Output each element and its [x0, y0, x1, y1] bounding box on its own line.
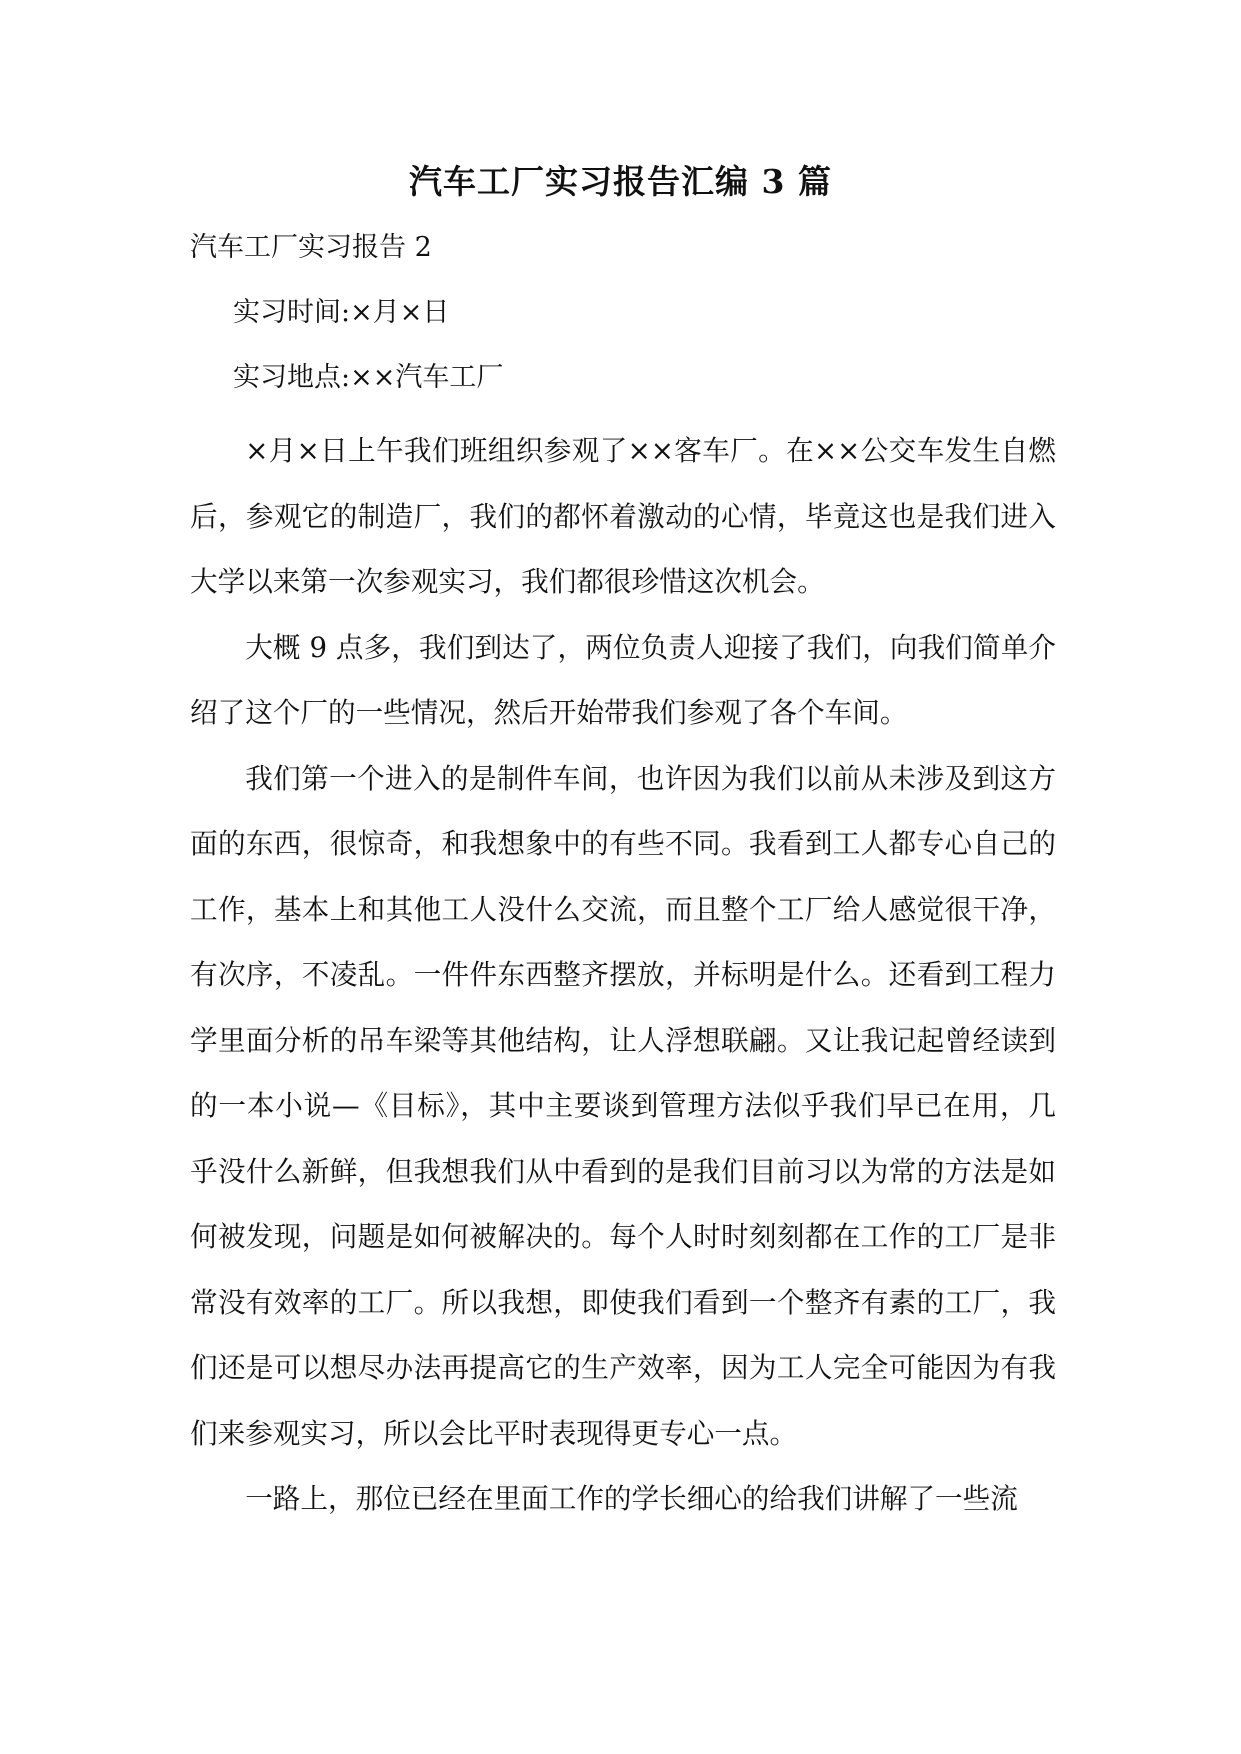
paragraph: 我们第一个进入的是制件车间，也许因为我们以前从未涉及到这方面的东西，很惊奇，和我想象中的有些不同。我看到工人都专心自己的工作，基本上和其他工人没什么交流，而且整个工厂给人感觉很干净，有次序，不凌乱。一件件东西整齐摆放，并标明是什么。还看到工程力学里面分析的吊车梁等其他结构，让人浮想联翩。又让我记起曾经读到的一本小说—《目标》，其中主要谈到管理方法似乎我们早已在用，几乎没什么新鲜，但我想我们从中看到的是我们目前习以为常的方法是如何被发现，问题是如何被解决的。每个人时时刻刻都在工作的工厂是非常没有效率的工厂。所以我想，即使我们看到一个整齐有素的工厂，我们还是可以想尽办法再提高它的生产效率，因为工人完全可能因为有我们来参观实习，所以会比平时表现得更专心一点。 — [190, 761, 1056, 1450]
paragraph: 一路上，那位已经在里面工作的学长细心的给我们讲解了一些流 — [245, 1482, 1018, 1515]
paragraph: ×月×日上午我们班组织参观了××客车厂。在××公交车发生自燃后，参观它的制造厂，我们的都怀着激动的心情，毕竟这也是我们进入大学以来第一次参观实习，我们都很珍惜这次机会。 — [190, 434, 1056, 598]
internship-time: 实习时间:×月×日 — [233, 297, 450, 328]
internship-place: 实习地点:××汽车工厂 — [233, 362, 504, 393]
document-title: 汽车工厂实习报告汇编 3 篇 — [409, 162, 832, 201]
report-subtitle: 汽车工厂实习报告 2 — [190, 232, 432, 263]
paragraph: 大概 9 点多，我们到达了，两位负责人迎接了我们，向我们简单介绍了这个厂的一些情况，然后开始带我们参观了各个车间。 — [190, 630, 1056, 729]
report-body — [190, 418, 1056, 1532]
